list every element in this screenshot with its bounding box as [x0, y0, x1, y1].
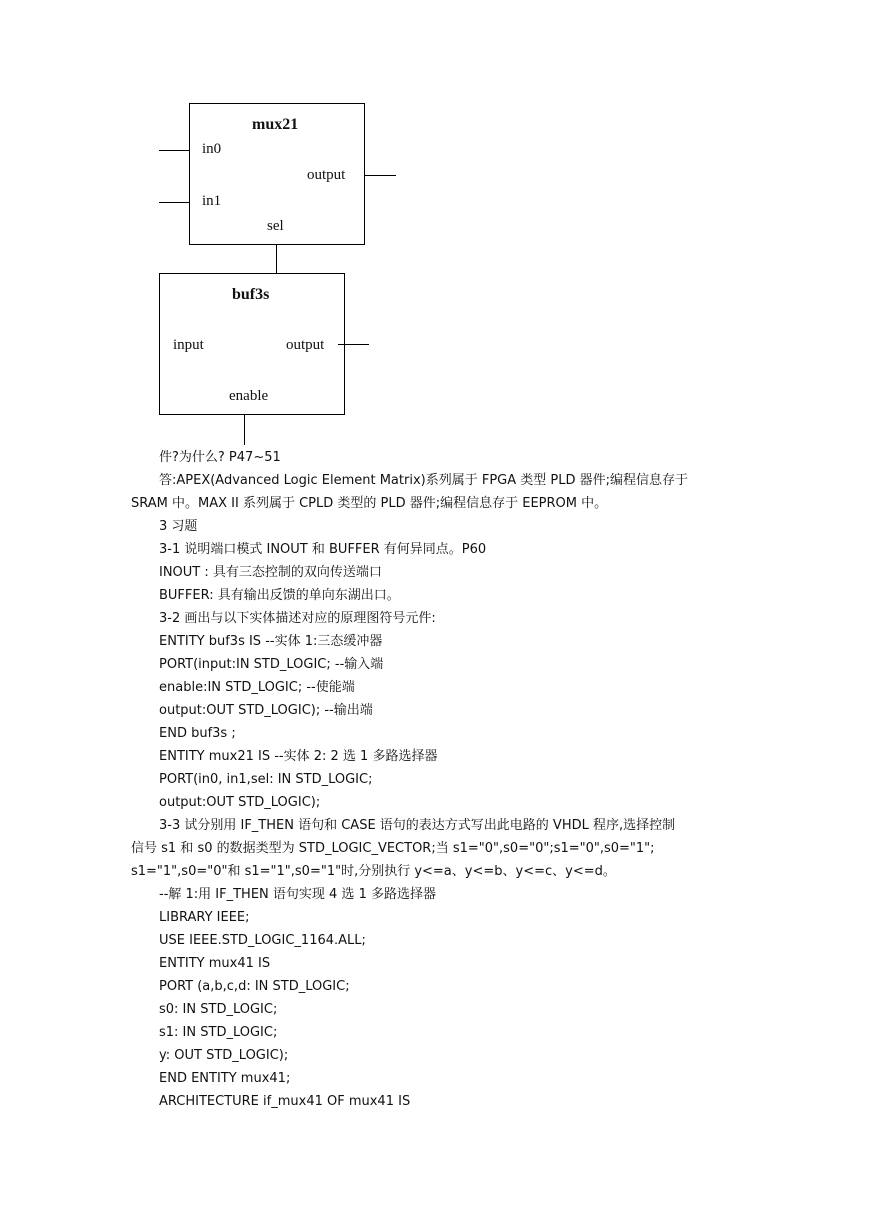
code-line: --解 1:用 IF_THEN 语句实现 4 选 1 多路选择器 — [159, 887, 436, 902]
mux21-port-in0: in0 — [202, 141, 222, 157]
code-line: s1: IN STD_LOGIC; — [159, 1025, 278, 1040]
code-line: PORT(in0, in1,sel: IN STD_LOGIC; — [159, 772, 373, 787]
mux21-title: mux21 — [252, 116, 299, 133]
code-line: END ENTITY mux41; — [159, 1071, 291, 1086]
code-line: ENTITY mux21 IS --实体 2: 2 选 1 多路选择器 — [159, 749, 438, 764]
text-line: s1="1",s0="0"和 s1="1",s0="1"时,分别执行 y<=a、y<=b、y<=c、y<=d。 — [131, 864, 616, 879]
text-line: 答:APEX(Advanced Logic Element Matrix)系列属于 FPGA 类型 PLD 器件;编程信息存于 — [159, 473, 689, 488]
schematic-diagram — [0, 0, 869, 450]
code-line: LIBRARY IEEE; — [159, 910, 250, 925]
code-line: ARCHITECTURE if_mux41 OF mux41 IS — [159, 1094, 411, 1109]
text-line: 3-3 试分别用 IF_THEN 语句和 CASE 语句的表达方式写出此电路的 VHDL 程序,选择控制 — [159, 818, 676, 833]
sel-connection-wire — [276, 245, 277, 273]
buf3s-port-input: input — [173, 337, 204, 353]
mux21-output-wire — [365, 175, 396, 176]
buf3s-port-output: output — [286, 337, 325, 353]
code-line: ENTITY mux41 IS — [159, 956, 271, 971]
code-line: PORT (a,b,c,d: IN STD_LOGIC; — [159, 979, 350, 994]
buf3s-port-enable: enable — [229, 388, 269, 404]
code-line: USE IEEE.STD_LOGIC_1164.ALL; — [159, 933, 366, 948]
code-line: output:OUT STD_LOGIC); — [159, 795, 321, 810]
code-line: ENTITY buf3s IS --实体 1:三态缓冲器 — [159, 634, 383, 649]
mux21-in1-wire — [159, 202, 189, 203]
text-line: SRAM 中。MAX II 系列属于 CPLD 类型的 PLD 器件;编程信息存于 EEPROM 中。 — [131, 496, 608, 511]
mux21-port-output: output — [307, 167, 346, 183]
text-line: BUFFER: 具有输出反馈的单向东湖出口。 — [159, 588, 400, 603]
text-line: 件?为什么? P47~51 — [159, 450, 281, 465]
mux21-port-in1: in1 — [202, 193, 222, 209]
buf3s-output-wire — [338, 344, 369, 345]
code-line: PORT(input:IN STD_LOGIC; --输入端 — [159, 657, 384, 672]
text-line: 3-2 画出与以下实体描述对应的原理图符号元件: — [159, 611, 436, 626]
mux21-port-sel: sel — [267, 218, 284, 234]
code-line: enable:IN STD_LOGIC; --使能端 — [159, 680, 355, 695]
buf3s-title: buf3s — [232, 286, 270, 303]
text-line: 3-1 说明端口模式 INOUT 和 BUFFER 有何异同点。P60 — [159, 542, 487, 557]
code-line: s0: IN STD_LOGIC; — [159, 1002, 278, 1017]
text-line: INOUT : 具有三态控制的双向传送端口 — [159, 565, 382, 580]
mux21-in0-wire — [159, 150, 189, 151]
code-line: output:OUT STD_LOGIC); --输出端 — [159, 703, 373, 718]
section-heading: 3 习题 — [159, 519, 198, 534]
code-line: END buf3s ; — [159, 726, 236, 741]
code-line: y: OUT STD_LOGIC); — [159, 1048, 289, 1063]
buf3s-enable-wire — [244, 415, 245, 445]
text-line: 信号 s1 和 s0 的数据类型为 STD_LOGIC_VECTOR;当 s1="0",s0="0";s1="0",s0="1"; — [131, 841, 655, 856]
